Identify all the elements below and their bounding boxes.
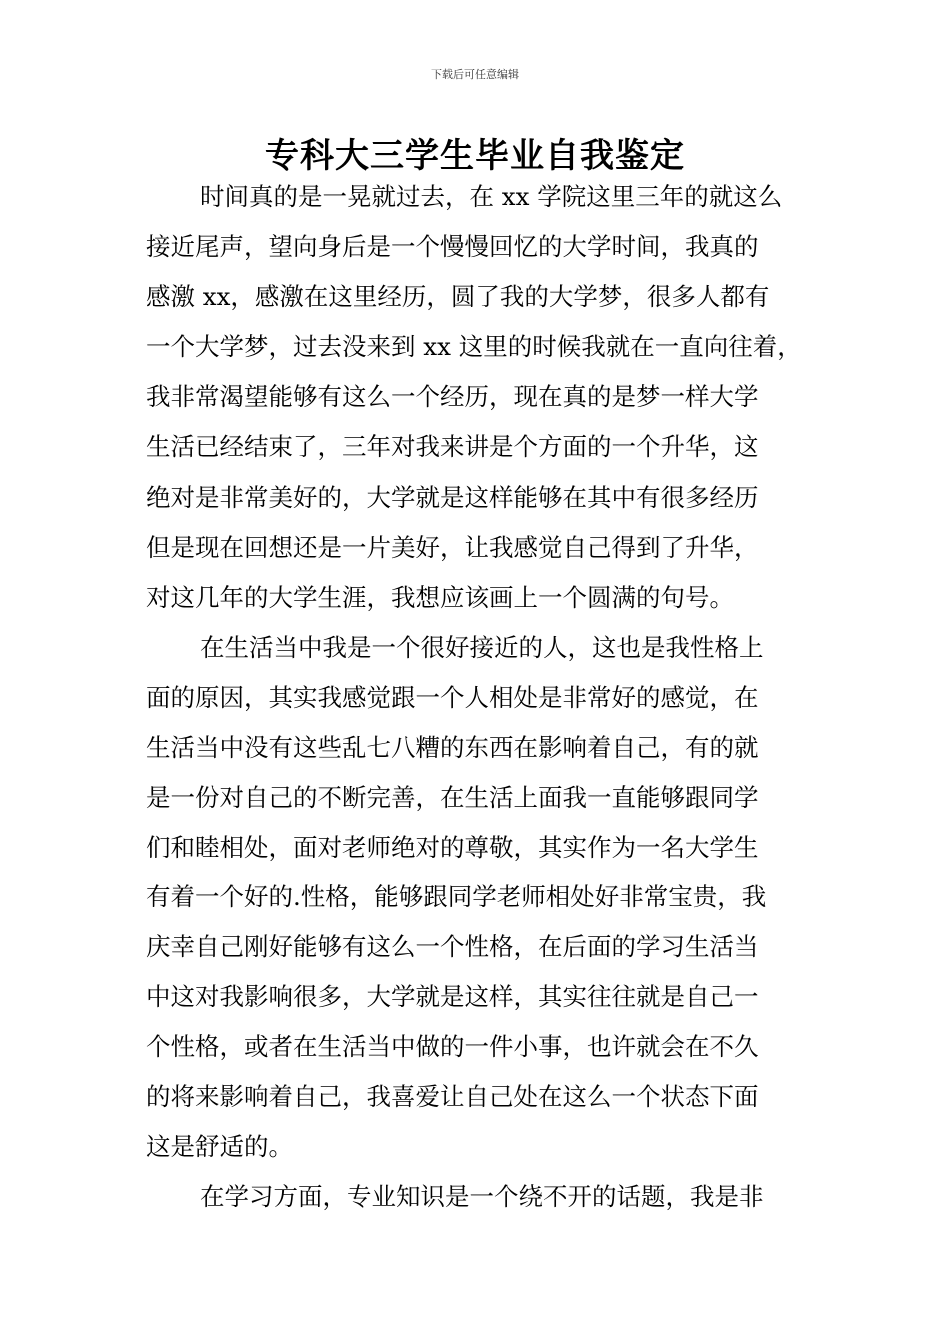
paragraph-line: 生活已经结束了，三年对我来讲是个方面的一个升华，这 — [146, 432, 759, 461]
paragraph-line: 中这对我影响很多，大学就是这样，其实往往就是自己一 — [146, 982, 759, 1011]
paragraph-line: 接近尾声，望向身后是一个慢慢回忆的大学时间，我真的 — [146, 232, 759, 261]
paragraph-line: 但是现在回想还是一片美好，让我感觉自己得到了升华， — [146, 533, 759, 562]
paragraph-line: 在学习方面，专业知识是一个绕不开的话题，我是非 — [200, 1182, 764, 1211]
paragraph-line: 时间真的是一晃就过去，在 xx 学院这里三年的就这么 — [200, 182, 783, 211]
paragraph-line: 对这几年的大学生涯，我想应该画上一个圆满的句号。 — [146, 583, 734, 612]
paragraph-line: 生活当中没有这些乱七八糟的东西在影响着自己，有的就 — [146, 733, 759, 762]
paragraph-line: 感激 xx，感激在这里经历，圆了我的大学梦，很多人都有 — [146, 282, 770, 311]
paragraph-line: 庆幸自己刚好能够有这么一个性格，在后面的学习生活当 — [146, 932, 759, 961]
paragraph-line: 个性格，或者在生活当中做的一件小事，也许就会在不久 — [146, 1032, 759, 1061]
document-title: 专科大三学生毕业自我鉴定 — [265, 136, 685, 176]
paragraph-line: 我非常渴望能够有这么一个经历，现在真的是梦一样大学 — [146, 382, 759, 411]
paragraph-line: 在生活当中我是一个很好接近的人，这也是我性格上 — [200, 633, 764, 662]
paragraph-line: 的将来影响着自己，我喜爱让自己处在这么一个状态下面 — [146, 1082, 759, 1111]
paragraph-line: 是一份对自己的不断完善，在生活上面我一直能够跟同学 — [146, 783, 759, 812]
paragraph-line: 有着一个好的.性格，能够跟同学老师相处好非常宝贵，我 — [146, 882, 767, 911]
header-note: 下载后可任意编辑 — [431, 68, 519, 81]
paragraph-line: 一个大学梦，过去没来到 xx 这里的时候我就在一直向往着， — [146, 332, 802, 361]
paragraph-line: 绝对是非常美好的，大学就是这样能够在其中有很多经历 — [146, 483, 759, 512]
paragraph-line: 这是舒适的。 — [146, 1132, 293, 1161]
paragraph-line: 面的原因，其实我感觉跟一个人相处是非常好的感觉，在 — [146, 683, 759, 712]
paragraph-line: 们和睦相处，面对老师绝对的尊敬，其实作为一名大学生 — [146, 833, 759, 862]
